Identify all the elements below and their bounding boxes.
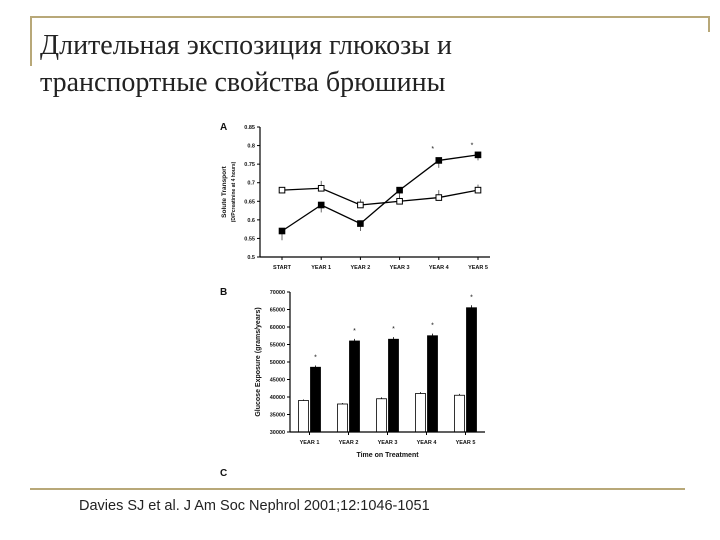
citation: Davies SJ et al. J Am Soc Nephrol 2001;12:1046-1051: [79, 498, 430, 514]
chart-a-x-tick-label: YEAR 2: [350, 265, 371, 271]
chart-a-x-tick-label: YEAR 4: [428, 265, 449, 271]
chart-a-x-tick-label: START: [273, 265, 291, 271]
chart-b-y-tick-label: 60000: [269, 325, 285, 331]
chart-a-y-axis-label: Solute Transport: [221, 166, 228, 218]
chart-a: [221, 125, 490, 271]
chart-a-y-tick-label: 0.8: [247, 143, 255, 150]
chart-b-x-tick-label: YEAR 2: [338, 440, 359, 446]
chart-b: [255, 290, 485, 459]
chart-b-series-1-bar: [299, 401, 309, 433]
panel-c-letter: C: [220, 468, 228, 479]
frame-top-line: [30, 16, 710, 18]
chart-a-y-tick-label: 0.55: [244, 236, 255, 243]
chart-b-series-2-bar: [428, 336, 438, 432]
chart-b-y-tick-label: 70000: [269, 290, 285, 296]
chart-a-y-tick-label: 0.5: [247, 255, 255, 261]
chart-b-series-1-bar: [338, 404, 348, 432]
chart-b-series-2-bar: [467, 308, 477, 432]
chart-b-series-2-bar: [389, 339, 399, 432]
chart-a-y-axis-sublabel: (D/Pcreatinine at 4 hours): [231, 161, 237, 223]
panel-b-letter: B: [220, 287, 228, 298]
chart-b-x-tick-label: YEAR 3: [377, 440, 398, 446]
chart-a-series-2-point: [475, 187, 481, 193]
chart-b-significance-marker: *: [470, 294, 473, 302]
chart-b-significance-marker: *: [431, 322, 434, 330]
chart-a-series-2-point: [358, 202, 364, 208]
chart-a-x-tick-label: YEAR 5: [468, 265, 488, 271]
chart-a-series-1-point: [358, 221, 364, 227]
chart-a-significance-marker: *: [470, 142, 474, 150]
chart-b-y-tick-label: 35000: [269, 412, 285, 419]
chart-a-y-tick-label: 0.65: [244, 199, 255, 206]
chart-a-series-1-point: [279, 228, 285, 234]
chart-a-series-2-line: [282, 188, 478, 205]
chart-b-series-1-bar: [377, 399, 387, 432]
chart-a-y-tick-label: 0.85: [244, 125, 255, 131]
chart-a-x-tick-label: YEAR 1: [311, 265, 332, 271]
chart-a-series-2-point: [397, 198, 403, 204]
chart-b-y-tick-label: 65000: [269, 307, 285, 314]
chart-a-series-1-point: [475, 152, 481, 158]
chart-b-x-axis-label: Time on Treatment: [356, 452, 419, 459]
chart-b-x-tick-label: YEAR 5: [455, 440, 476, 446]
chart-a-y-tick-label: 0.75: [244, 162, 255, 169]
frame-vertical-line: [30, 16, 32, 66]
chart-b-y-tick-label: 45000: [269, 377, 285, 384]
chart-b-y-tick-label: 55000: [269, 342, 285, 349]
chart-a-series-2-point: [318, 185, 324, 191]
slide-title-line-1: Длительная экспозиция глюкозы и: [40, 30, 452, 61]
frame-bottom-line: [30, 488, 685, 490]
chart-a-series-2-point: [436, 195, 442, 201]
chart-b-significance-marker: *: [392, 326, 395, 334]
chart-b-x-tick-label: YEAR 1: [299, 440, 320, 446]
figure: [210, 112, 500, 482]
chart-b-series-2-bar: [311, 367, 321, 432]
chart-b-y-tick-label: 40000: [269, 395, 285, 401]
chart-a-series-1-point: [318, 202, 324, 208]
chart-b-y-tick-label: 50000: [269, 360, 285, 366]
chart-a-significance-marker: *: [431, 146, 435, 153]
chart-a-series-1-line: [282, 155, 478, 231]
panel-a-letter: A: [220, 122, 228, 133]
chart-b-y-tick-label: 30000: [269, 430, 285, 436]
chart-a-y-tick-label: 0.7: [247, 180, 255, 187]
frame-right-tick: [708, 16, 710, 32]
chart-a-y-tick-label: 0.6: [247, 217, 255, 224]
chart-b-series-1-bar: [455, 395, 465, 432]
slide-title-line-2: транспортные свойства брюшины: [40, 67, 446, 98]
chart-b-significance-marker: *: [314, 354, 317, 362]
chart-b-series-2-bar: [350, 341, 360, 432]
slide-title: [40, 27, 680, 101]
chart-b-series-1-bar: [416, 394, 426, 433]
chart-b-y-axis-label: Glucose Exposure (grams/years): [255, 307, 262, 417]
chart-a-series-1-point: [397, 187, 403, 193]
chart-a-series-1-point: [436, 158, 442, 164]
chart-a-x-tick-label: YEAR 3: [389, 265, 410, 271]
chart-b-x-tick-label: YEAR 4: [416, 440, 437, 446]
chart-b-significance-marker: *: [353, 327, 356, 335]
chart-a-series-2-point: [279, 187, 285, 193]
